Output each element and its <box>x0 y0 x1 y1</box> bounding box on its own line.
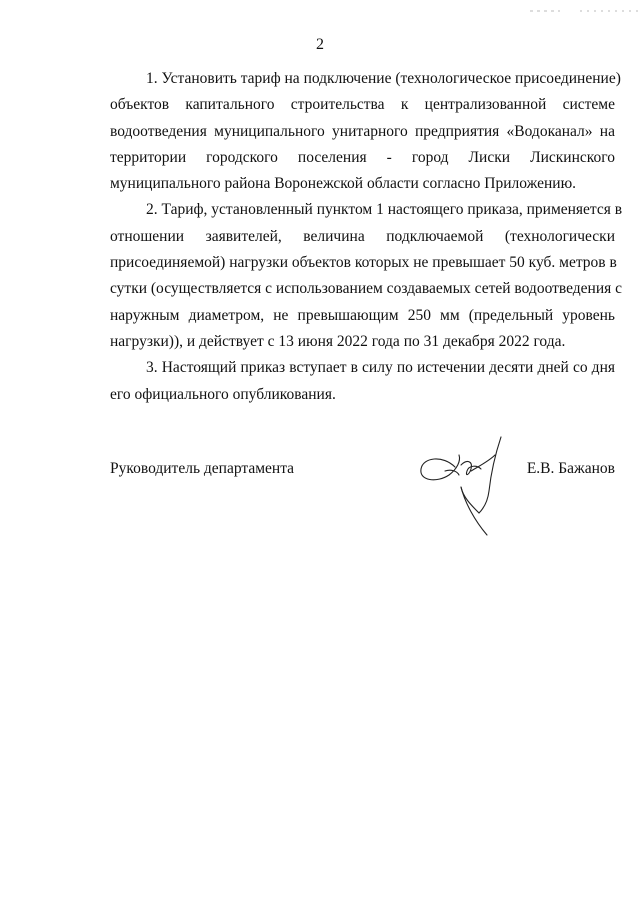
signature-block <box>110 460 615 490</box>
paragraph-line: 1. Установить тариф на подключение (технологическое присоединение) <box>146 70 621 87</box>
document-body <box>110 66 623 408</box>
paragraph-line: нагрузки)), и действует с 13 июня 2022 года по 31 декабря 2022 года. <box>110 332 566 350</box>
paragraph-line: муниципального района Воронежской области согласно Приложению. <box>110 175 577 193</box>
paragraph-line: присоединяемой) нагрузки объектов которых не превышает 50 куб. метров в <box>110 254 617 272</box>
paragraph-line: 2. Тариф, установленный пунктом 1 настоящего приказа, применяется в <box>146 201 623 219</box>
paragraph-line: территории городского поселения - город Лиски Лискинского <box>110 148 615 166</box>
paragraph-1 <box>110 66 621 197</box>
paragraph-line: водоотведения муниципального унитарного предприятия «Водоканал» на <box>110 122 615 140</box>
paragraph-line: наружным диаметром, не превышающим 250 мм (предельный уровень <box>110 306 615 324</box>
scan-edge-mark <box>520 0 640 3</box>
signer-name: Е.В. Бажанов <box>526 460 615 477</box>
paragraph-line: объектов капитального строительства к централизованной системе <box>110 96 615 114</box>
paragraph-line: 3. Настоящий приказ вступает в силу по истечении десяти дней со дня <box>146 359 615 377</box>
paragraph-line: сутки (осуществляется с использованием создаваемых сетей водоотведения с <box>110 280 623 298</box>
paragraph-line: отношении заявителей, величина подключаемой (технологически <box>110 227 615 245</box>
page-number: 2 <box>316 36 324 53</box>
paragraph-2 <box>110 197 623 355</box>
paragraph-3 <box>110 355 615 408</box>
position-title: Руководитель департамента <box>110 460 295 477</box>
paragraph-line: его официального опубликования. <box>110 385 336 403</box>
handwritten-signature <box>415 425 515 545</box>
